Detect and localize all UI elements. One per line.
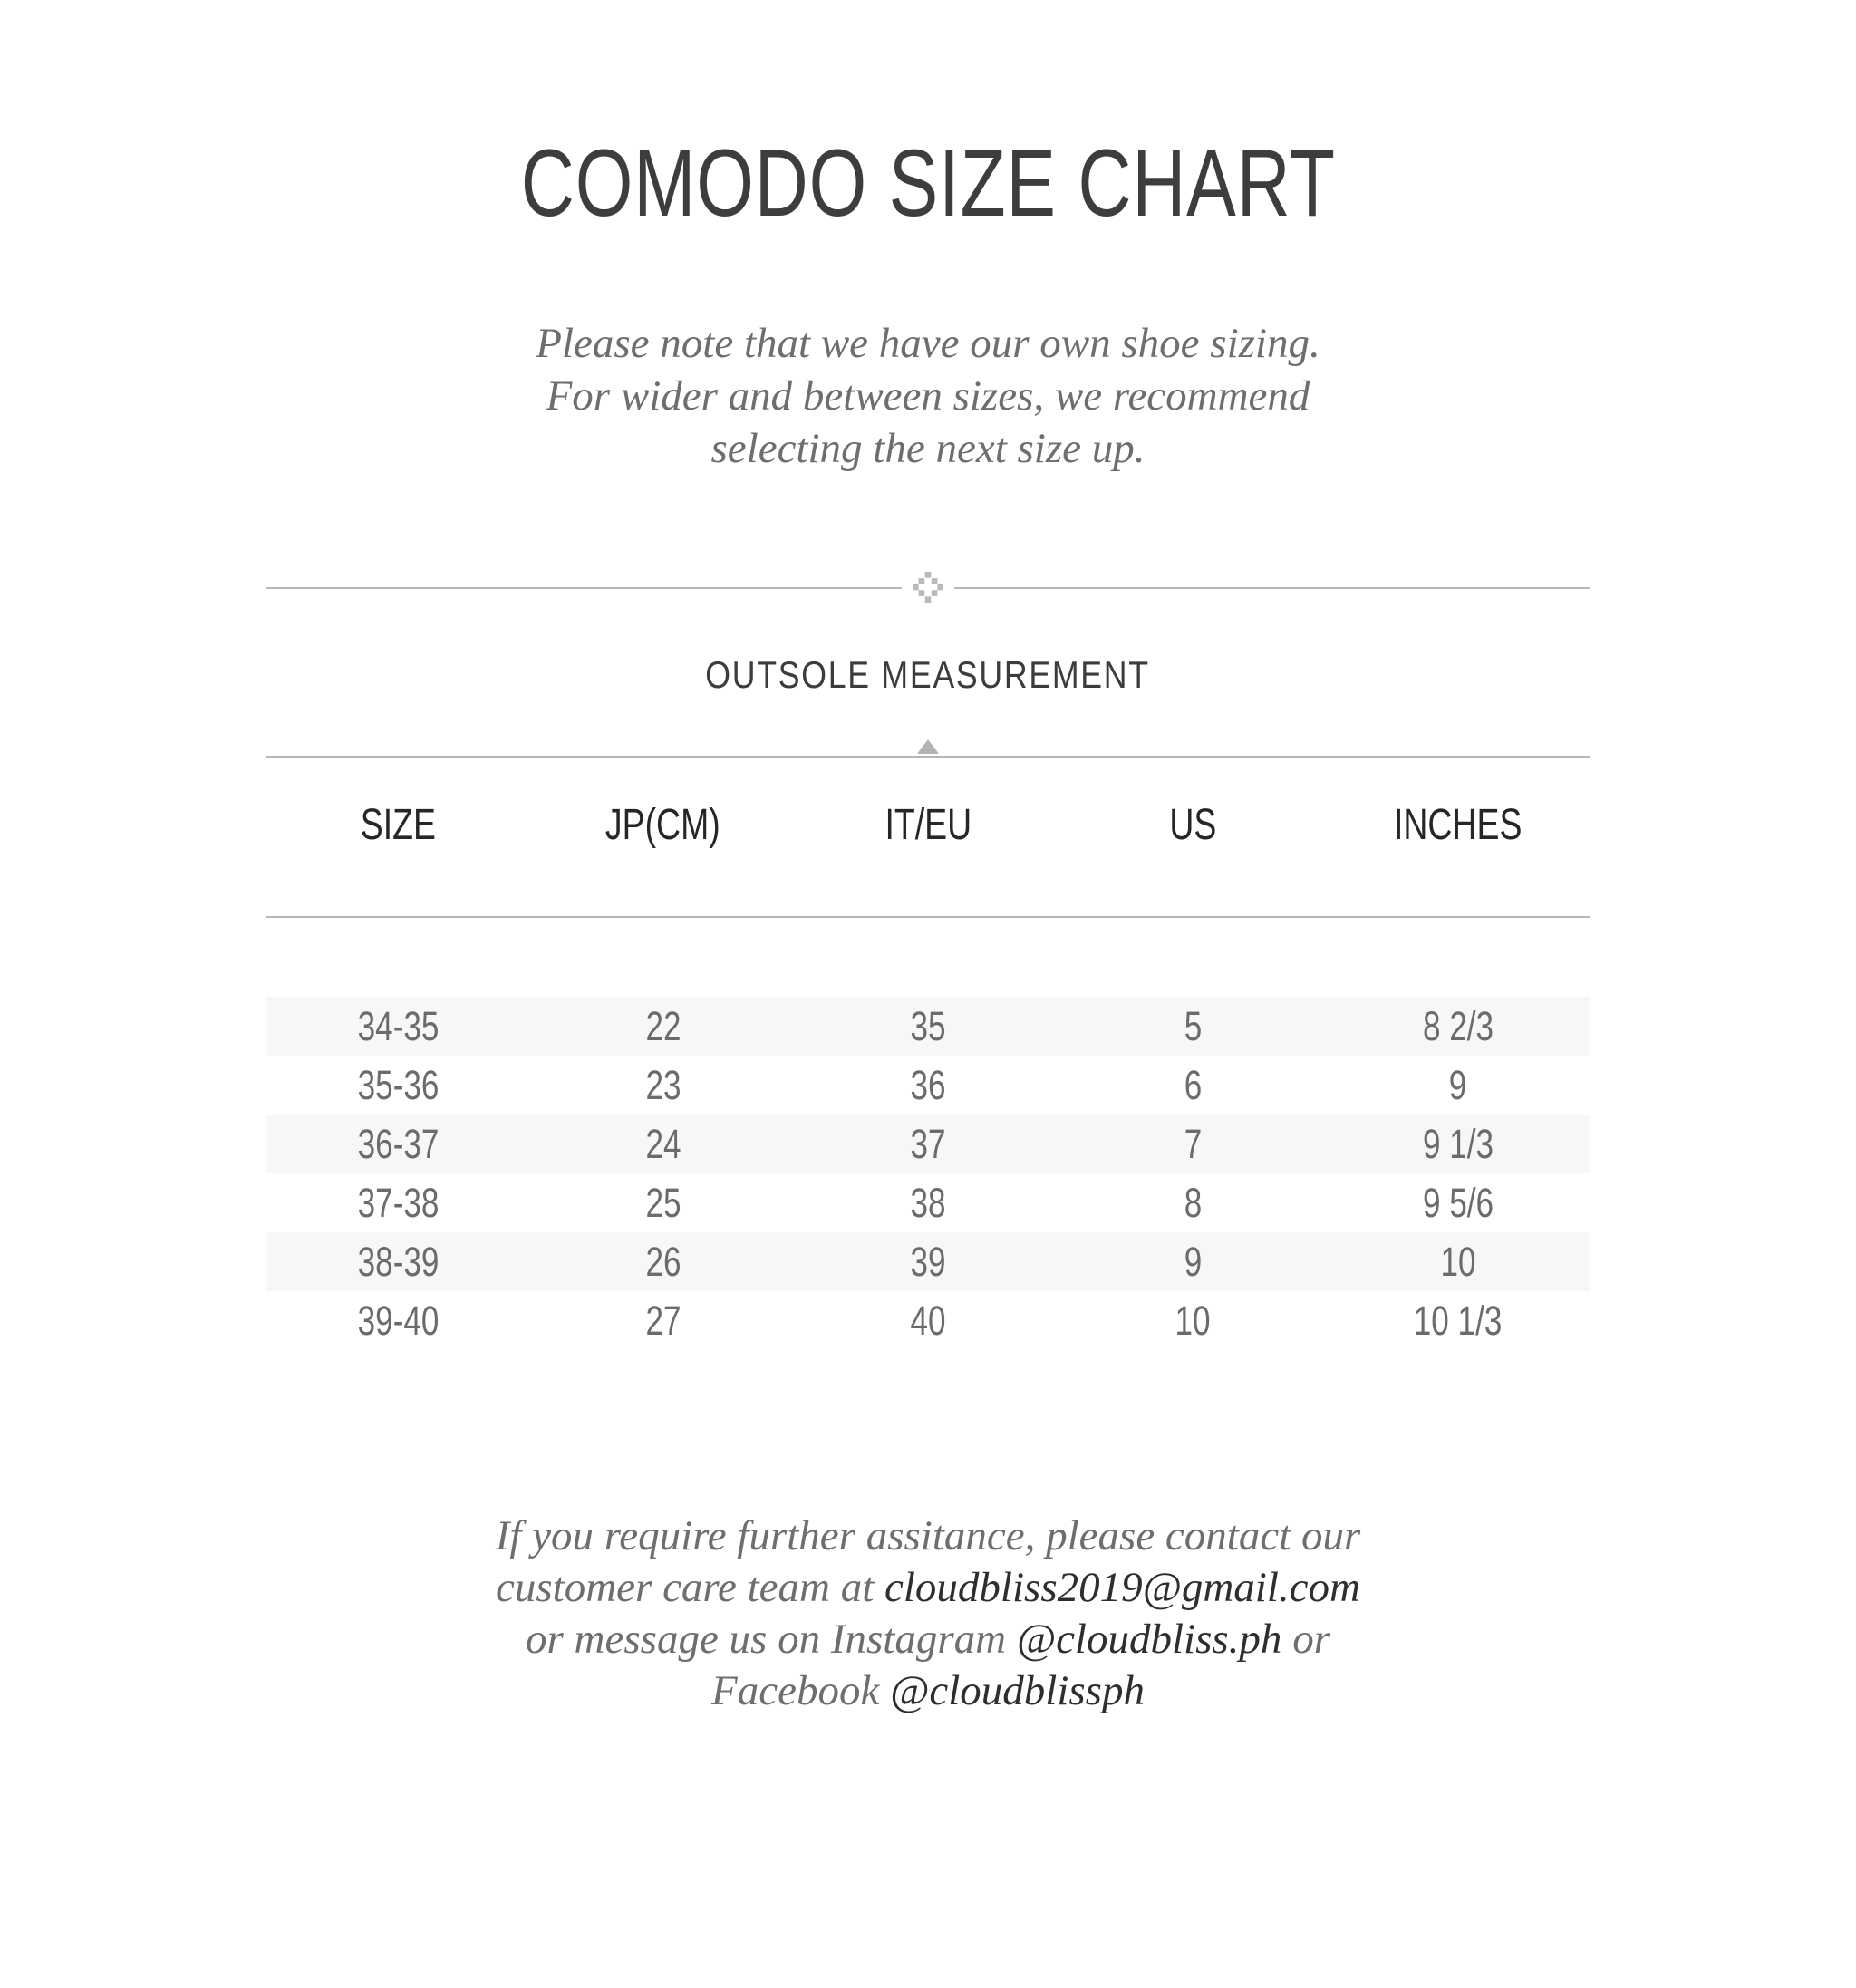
contact-text: If you require further assitance, please contact our <box>495 1512 1361 1559</box>
table-cell: 35 <box>910 1003 946 1049</box>
table-cell: 22 <box>645 1003 682 1049</box>
up-triangle-icon <box>917 739 939 754</box>
intro-line: selecting the next size up. <box>710 425 1146 472</box>
intro-line: Please note that we have our own shoe sizing. <box>536 320 1320 367</box>
table-cell: 26 <box>645 1239 682 1285</box>
table-cell: 24 <box>645 1121 682 1167</box>
table-cell: 35-36 <box>357 1062 440 1108</box>
table-cell: 39-40 <box>357 1298 440 1344</box>
table-cell: 27 <box>645 1298 682 1344</box>
section-label-text: OUTSOLE MEASUREMENT <box>705 653 1151 696</box>
page-title-text: COMODO SIZE CHART <box>520 130 1336 236</box>
table-row <box>266 1232 1590 1291</box>
table-row <box>266 1173 1590 1232</box>
table-cell: 6 <box>1184 1062 1203 1108</box>
size-table-body <box>266 997 1590 1350</box>
diamond-ornament-icon <box>902 572 954 603</box>
column-header-us: US <box>1169 801 1217 849</box>
table-cell: 8 2/3 <box>1422 1003 1494 1049</box>
contact-text: or <box>1281 1616 1330 1663</box>
table-cell: 36-37 <box>357 1121 440 1167</box>
table-cell: 23 <box>645 1062 682 1108</box>
table-cell: 10 1/3 <box>1413 1298 1503 1344</box>
table-cell: 9 5/6 <box>1422 1180 1494 1226</box>
table-cell: 39 <box>910 1239 946 1285</box>
contact-handle: @cloudblissph <box>890 1667 1145 1714</box>
intro-note <box>0 317 1856 475</box>
column-header-iteu: IT/EU <box>884 801 972 849</box>
triangle-divider <box>266 756 1590 758</box>
column-header-size: SIZE <box>360 801 436 849</box>
contact-text: customer care team at <box>496 1564 885 1611</box>
table-cell: 36 <box>910 1062 946 1108</box>
contact-note-line <box>0 1665 1856 1717</box>
section-label <box>0 652 1856 698</box>
column-header-inches: INCHES <box>1394 801 1522 849</box>
size-table-header <box>266 758 1590 918</box>
table-cell: 9 1/3 <box>1422 1121 1494 1167</box>
contact-handle: cloudbliss2019@gmail.com <box>884 1564 1360 1611</box>
table-cell: 37 <box>910 1121 946 1167</box>
contact-text: Facebook <box>711 1667 891 1714</box>
table-cell: 38-39 <box>357 1239 440 1285</box>
table-cell: 34-35 <box>357 1003 440 1049</box>
table-cell: 7 <box>1184 1121 1203 1167</box>
table-cell: 10 <box>1440 1239 1476 1285</box>
table-cell: 10 <box>1174 1298 1211 1344</box>
intro-line: For wider and between sizes, we recommend <box>546 372 1310 420</box>
table-cell: 40 <box>910 1298 946 1344</box>
table-cell: 38 <box>910 1180 946 1226</box>
top-divider <box>266 587 1590 589</box>
table-cell: 37-38 <box>357 1180 440 1226</box>
contact-note <box>0 1510 1856 1717</box>
table-cell: 9 <box>1449 1062 1467 1108</box>
contact-text: or message us on Instagram <box>526 1616 1017 1663</box>
table-row <box>266 1115 1590 1173</box>
table-row <box>266 1291 1590 1350</box>
contact-note-line <box>0 1510 1856 1562</box>
table-row <box>266 1056 1590 1115</box>
table-row <box>266 997 1590 1056</box>
table-cell: 8 <box>1184 1180 1203 1226</box>
table-cell: 25 <box>645 1180 682 1226</box>
contact-note-line <box>0 1562 1856 1614</box>
column-header-jpcm: JP(CM) <box>605 801 721 849</box>
table-cell: 9 <box>1184 1239 1203 1285</box>
page-title <box>0 130 1856 236</box>
table-cell: 5 <box>1184 1003 1203 1049</box>
contact-note-line <box>0 1614 1856 1665</box>
contact-handle: @cloudbliss.ph <box>1016 1616 1282 1663</box>
